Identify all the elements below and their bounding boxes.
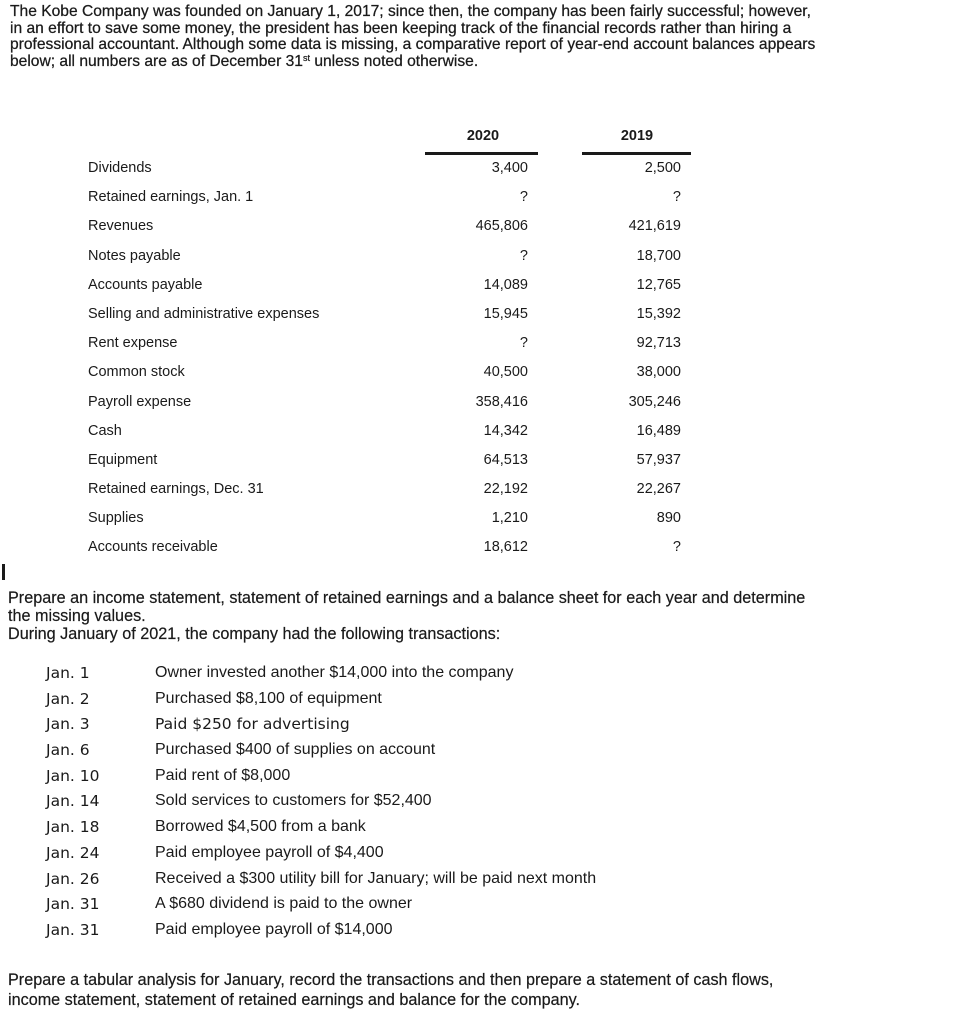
- list-item: [0, 741, 969, 767]
- value-2020: 64,513: [483, 451, 528, 468]
- account-label: Retained earnings, Jan. 1: [88, 189, 254, 206]
- transaction-description: Paid employee payroll of $14,000: [155, 920, 393, 938]
- list-item: [0, 895, 969, 921]
- final-instructions: [8, 970, 968, 1010]
- account-label: Retained earnings, Dec. 31: [88, 481, 264, 498]
- transaction-date: Jan. 3: [46, 715, 90, 734]
- value-2020: 18,612: [483, 539, 528, 556]
- account-label: Common stock: [88, 364, 185, 381]
- table-row: [88, 332, 698, 361]
- value-2019: 22,267: [636, 481, 681, 498]
- intro-line4-tail: unless noted otherwise.: [309, 52, 479, 70]
- instructions-paragraph: [8, 589, 969, 643]
- intro-line: professional accountant. Although some data is missing, a comparative report of year-end account balances appears: [10, 36, 816, 53]
- column-header-2020: 2020: [466, 128, 500, 144]
- account-label: Accounts receivable: [88, 539, 218, 556]
- header-underline-2020: [425, 152, 538, 155]
- account-label: Rent expense: [88, 335, 178, 352]
- transactions-list: [0, 664, 969, 947]
- value-2020: 14,342: [483, 422, 528, 439]
- header-underline-2019: [582, 152, 691, 155]
- value-2020: 1,210: [491, 510, 528, 527]
- transaction-description: Owner invested another $14,000 into the company: [155, 664, 514, 681]
- value-2020: 22,192: [483, 481, 528, 498]
- list-item: [0, 921, 969, 947]
- value-2020: ?: [519, 335, 528, 352]
- transaction-date: Jan. 18: [46, 818, 100, 837]
- transaction-description: Paid rent of $8,000: [155, 766, 291, 784]
- table-row: [88, 186, 698, 215]
- value-2020: ?: [519, 189, 528, 206]
- value-2019: 16,489: [636, 422, 681, 439]
- list-item: [0, 792, 969, 818]
- column-header-2019: 2019: [620, 128, 654, 144]
- table-row: [88, 507, 698, 536]
- value-2019: 421,619: [628, 218, 681, 235]
- transaction-description: Purchased $400 of supplies on account: [155, 741, 436, 759]
- instruction-line: During January of 2021, the company had the following transactions:: [8, 625, 501, 643]
- account-label: Equipment: [88, 451, 158, 468]
- account-label: Cash: [88, 422, 122, 439]
- value-2019: 12,765: [636, 276, 681, 293]
- table-row: [88, 245, 698, 274]
- list-item: [0, 690, 969, 716]
- value-2020: 465,806: [475, 218, 528, 235]
- list-item: [0, 664, 969, 690]
- list-item: [0, 844, 969, 870]
- transaction-description: Borrowed $4,500 from a bank: [155, 818, 366, 836]
- transaction-description: Purchased $8,100 of equipment: [155, 689, 382, 707]
- value-2019: ?: [672, 189, 681, 206]
- instruction-line: Prepare a tabular analysis for January, record the transactions and then prepare a statement of cash flows,: [8, 971, 774, 989]
- table-row: [88, 449, 698, 478]
- intro-paragraph: [10, 4, 969, 70]
- value-2020: 15,945: [483, 305, 528, 322]
- account-label: Accounts payable: [88, 276, 203, 293]
- list-item: [0, 715, 969, 741]
- value-2019: 92,713: [636, 335, 681, 352]
- table-row: [88, 157, 698, 186]
- transaction-description: Sold services to customers for $52,400: [155, 792, 432, 810]
- intro-line4-text: below; all numbers are as of December 31: [10, 52, 303, 70]
- transaction-date: Jan. 31: [46, 920, 100, 939]
- table-row: [88, 391, 698, 420]
- transaction-date: Jan. 6: [46, 741, 90, 760]
- table-body: [88, 157, 698, 566]
- value-2019: 57,937: [636, 451, 681, 468]
- value-2020: ?: [519, 247, 528, 264]
- table-row: [88, 215, 698, 244]
- value-2020: 358,416: [475, 393, 528, 410]
- value-2019: 890: [656, 510, 681, 527]
- instruction-line: income statement, statement of retained earnings and balance for the company.: [8, 991, 580, 1009]
- account-label: Selling and administrative expenses: [88, 305, 320, 322]
- value-2019: ?: [672, 539, 681, 556]
- table-row: [88, 536, 698, 565]
- transaction-description: Paid employee payroll of $4,400: [155, 843, 384, 861]
- value-2019: 38,000: [636, 364, 681, 381]
- intro-line: in an effort to save some money, the president has been keeping track of the financial records rather than hiring a: [10, 19, 792, 37]
- value-2019: 18,700: [636, 247, 681, 264]
- value-2019: 15,392: [636, 305, 681, 322]
- value-2020: 40,500: [483, 364, 528, 381]
- transaction-date: Jan. 2: [46, 689, 90, 708]
- value-2020: 3,400: [491, 160, 528, 176]
- intro-line: [10, 54, 969, 71]
- table-row: [88, 361, 698, 390]
- transaction-date: Jan. 10: [46, 766, 100, 785]
- transaction-date: Jan. 1: [46, 664, 90, 682]
- intro-line: The Kobe Company was founded on January 1, 2017; since then, the company has been fairly successful; however,: [10, 3, 811, 20]
- account-label: Payroll expense: [88, 393, 192, 410]
- account-label: Revenues: [88, 218, 154, 235]
- account-label: Dividends: [88, 160, 152, 176]
- transaction-description: Paid $250 for advertising: [155, 715, 350, 734]
- value-2019: 2,500: [644, 160, 681, 176]
- instruction-line: the missing values.: [8, 607, 146, 625]
- text-cursor: [2, 564, 5, 580]
- transaction-date: Jan. 26: [46, 869, 100, 888]
- account-label: Notes payable: [88, 247, 181, 264]
- ordinal-suffix: st: [302, 52, 310, 63]
- list-item: [0, 870, 969, 896]
- list-item: [0, 767, 969, 793]
- table-row: [88, 303, 698, 332]
- transaction-date: Jan. 31: [46, 895, 100, 914]
- table-row: [88, 420, 698, 449]
- transaction-date: Jan. 24: [46, 843, 100, 862]
- value-2019: 305,246: [628, 393, 681, 410]
- account-label: Supplies: [88, 510, 144, 527]
- transaction-description: Received a $300 utility bill for January; will be paid next month: [155, 869, 597, 887]
- transaction-description: A $680 dividend is paid to the owner: [155, 895, 413, 913]
- transaction-date: Jan. 14: [46, 792, 100, 811]
- instruction-line: Prepare an income statement, statement of retained earnings and a balance sheet for each year and determine: [8, 589, 806, 607]
- table-row: [88, 478, 698, 507]
- list-item: [0, 818, 969, 844]
- table-row: [88, 274, 698, 303]
- value-2020: 14,089: [483, 276, 528, 293]
